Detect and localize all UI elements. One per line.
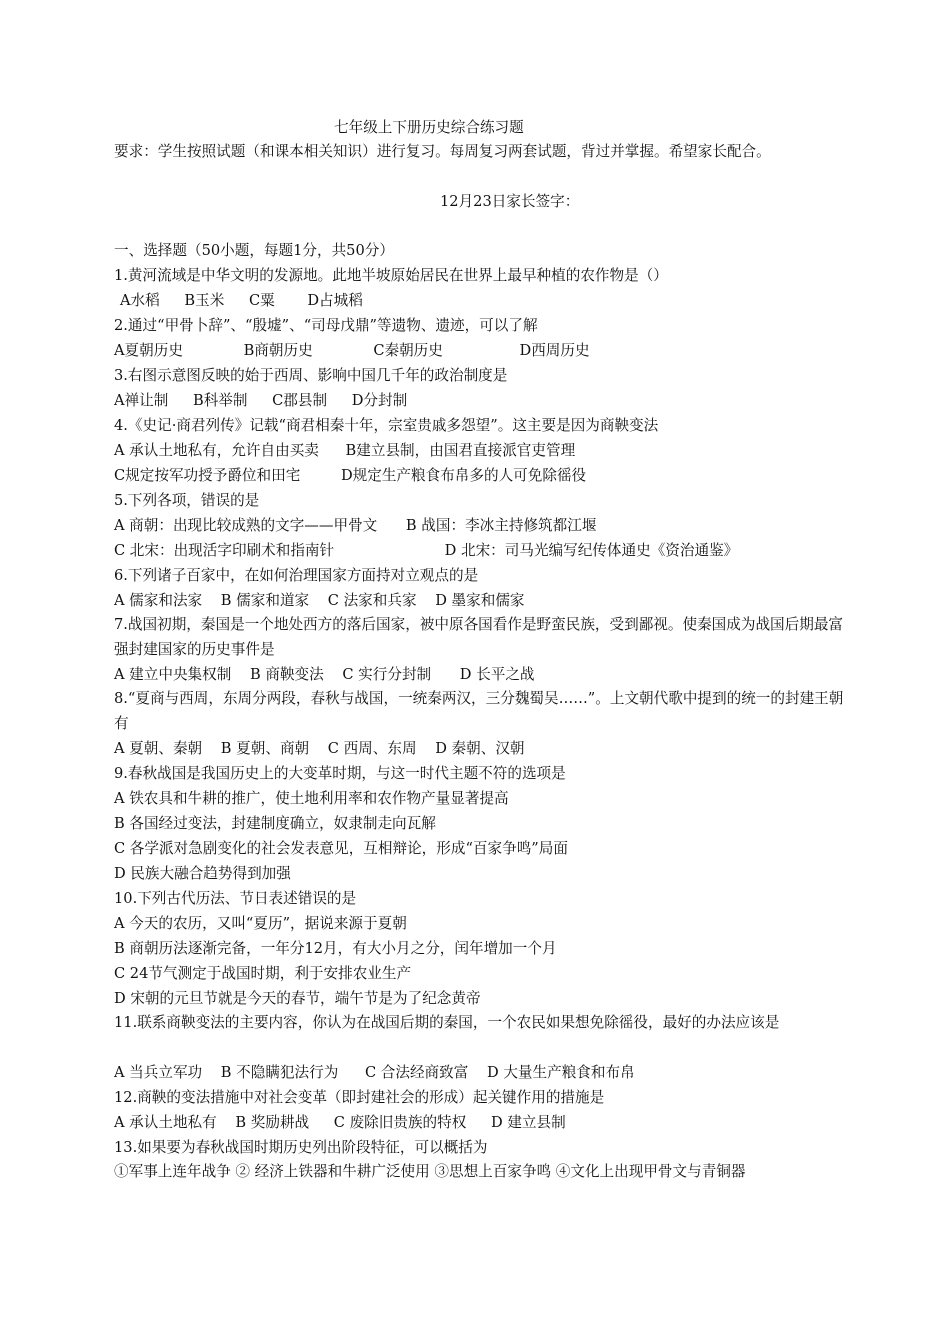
option: A 当兵立军功 (114, 1064, 203, 1081)
option: D占城稻 (307, 292, 363, 309)
option: B 战国：李冰主持修筑都江堰 (405, 517, 597, 534)
option: B商朝历史 (243, 342, 313, 359)
option: B建立县制，由国君直接派官吏管理 (345, 442, 576, 459)
option: D 宋朝的元旦节就是今天的春节，端午节是为了纪念黄帝 (114, 990, 481, 1007)
question-stem: 2.通过“甲骨卜辞”、“殷墟”、“司母戊鼎”等遗物、遗迹，可以了解 (114, 317, 538, 334)
question-stem: 5.下列各项，错误的是 (114, 492, 260, 509)
option: C粟 (248, 292, 275, 309)
question-stem: 10.下列古代历法、节日表述错误的是 (114, 890, 357, 907)
option: B 各国经过变法，封建制度确立，奴隶制走向瓦解 (114, 815, 436, 832)
option: D分封制 (351, 392, 408, 409)
option: B 夏朝、商朝 (220, 740, 310, 757)
option: B 商鞅变法 (249, 666, 324, 683)
option: C 实行分封制 (342, 666, 432, 683)
question-stem: 12.商鞅的变法措施中对社会变革（即封建社会的形成）起关键作用的措施是 (114, 1089, 605, 1106)
option: B科举制 (192, 392, 248, 409)
option: D规定生产粮食布帛多的人可免除徭役 (340, 467, 587, 484)
option: A水稻 (120, 292, 160, 309)
option-row (114, 663, 535, 687)
option: C 24节气测定于战国时期，利于安排农业生产 (114, 965, 412, 982)
option-row (114, 1111, 566, 1135)
option: D 大量生产粮食和布帛 (486, 1064, 635, 1081)
option: C 各学派对急剧变化的社会发表意见，互相辩论，形成“百家争鸣”局面 (114, 840, 568, 857)
option: A 承认土地私有 (114, 1114, 217, 1131)
question-stem: 4.《史记·商君列传》记载“商君相秦十年，宗室贵戚多怨望”。这主要是因为商鞅变法 (114, 417, 659, 434)
option-row (114, 339, 590, 363)
option: D 长平之战 (459, 666, 535, 683)
option: A 今天的农历，又叫“夏历”，据说来源于夏朝 (114, 915, 407, 932)
option: C秦朝历史 (373, 342, 443, 359)
question-stem: 13.如果要为春秋战国时期历史列出阶段特征，可以概括为 (114, 1139, 488, 1156)
option: A夏朝历史 (114, 342, 183, 359)
option: A 承认土地私有，允许自由买卖 (114, 442, 319, 459)
option: D 墨家和儒家 (435, 592, 525, 609)
option: A禅让制 (114, 392, 169, 409)
option: A 商朝：出现比较成熟的文字——甲骨文 (114, 517, 378, 534)
option: B 奖励耕战 (235, 1114, 310, 1131)
option: D 建立县制 (490, 1114, 566, 1131)
option-row (114, 289, 363, 313)
option-row (114, 589, 525, 613)
option: D 秦朝、汉朝 (435, 740, 525, 757)
question-stem: 1.黄河流域是中华文明的发源地。此地半坡原始居民在世界上最早种植的农作物是（） (114, 267, 668, 284)
option: C规定按军功授予爵位和田宅 (114, 467, 301, 484)
page-title: 七年级上下册历史综合练习题 (334, 119, 524, 136)
option: D西周历史 (519, 342, 590, 359)
option-row (114, 439, 575, 463)
question-stem: 7.战国初期，秦国是一个地处西方的落后国家，被中原各国看作是野蛮民族，受到鄙视。使秦国成为战国后期最富强封建国家的历史事件是 (114, 616, 844, 658)
option-row (114, 389, 407, 413)
option: A 建立中央集权制 (114, 666, 232, 683)
option: D 民族大融合趋势得到加强 (114, 865, 291, 882)
option: ①军事上连年战争 ② 经济上铁器和牛耕广泛使用 ③思想上百家争鸣 ④文化上出现甲骨文与青铜器 (114, 1163, 746, 1180)
option: B 商朝历法逐渐完备，一年分12月，有大小月之分，闰年增加一个月 (114, 940, 557, 957)
option: A 夏朝、秦朝 (114, 740, 203, 757)
option: C 法家和兵家 (327, 592, 417, 609)
option: A 铁农具和牛耕的推广，使土地利用率和农作物产量显著提高 (114, 790, 509, 807)
requirement-text: 要求：学生按照试题（和课本相关知识）进行复习。每周复习两套试题，背过并掌握。希望家长配合。 (114, 143, 771, 160)
option: C 合法经商致富 (364, 1064, 469, 1081)
option: C 西周、东周 (327, 740, 417, 757)
question-stem: 3.右图示意图反映的始于西周、影响中国几千年的政治制度是 (114, 367, 508, 384)
option-row (114, 737, 525, 761)
option: C 废除旧贵族的特权 (333, 1114, 467, 1131)
section-heading: 一、选择题（50小题，每题1分，共50分） (114, 242, 394, 259)
question-stem: 6.下列诸子百家中，在如何治理国家方面持对立观点的是 (114, 567, 479, 584)
option: C郡县制 (272, 392, 328, 409)
option-row (114, 514, 596, 538)
option-row (114, 464, 586, 488)
option-row (114, 1061, 635, 1085)
option: C 北宋：出现活字印刷术和指南针 (114, 542, 335, 559)
option: B玉米 (184, 292, 225, 309)
option: B 不隐瞒犯法行为 (220, 1064, 339, 1081)
option: B 儒家和道家 (220, 592, 310, 609)
option: A 儒家和法家 (114, 592, 203, 609)
question-stem: 9.春秋战国是我国历史上的大变革时期，与这一时代主题不符的选项是 (114, 765, 566, 782)
parent-signature-line: 12月23日家长签字： (440, 193, 580, 210)
question-stem: 8.“夏商与西周，东周分两段，春秋与战国，一统秦两汉，三分魏蜀吴……”。上文朝代歌中提到的统一的封建王朝有 (114, 690, 844, 732)
question-stem: 11.联系商鞅变法的主要内容，你认为在战国后期的秦国，一个农民如果想免除徭役，最好的办法应该是 (114, 1014, 780, 1031)
option-row (114, 539, 738, 563)
option: D 北宋：司马光编写纪传体通史《资治通鉴》 (444, 542, 739, 559)
